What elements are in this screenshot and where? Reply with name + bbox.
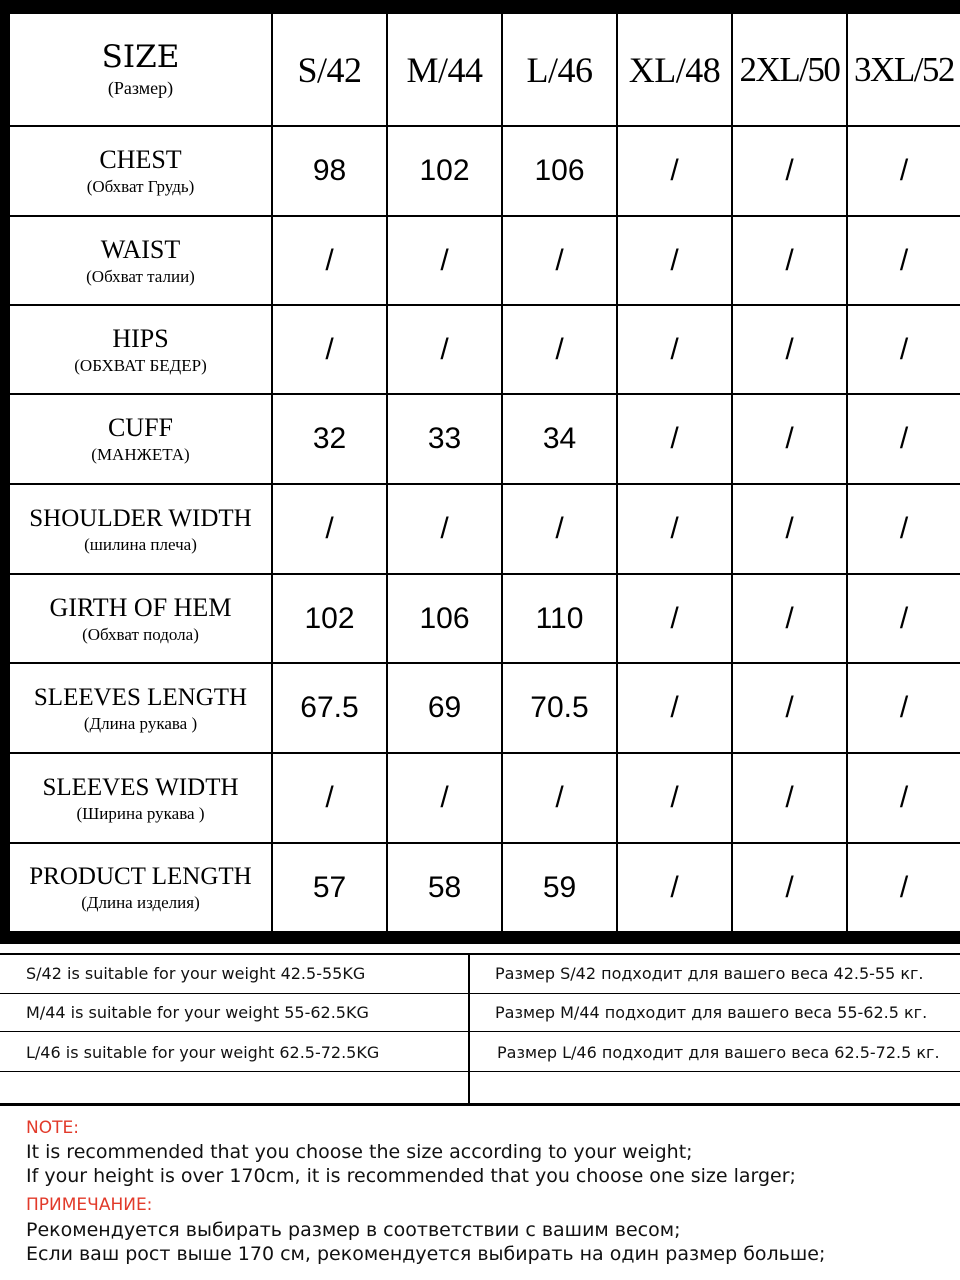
- measurement-label-cell: [10, 395, 271, 483]
- measurement-label-cell: [10, 306, 271, 393]
- measurement-value: /: [670, 601, 679, 635]
- size-label: M/44: [406, 49, 483, 90]
- measurement-value: /: [899, 781, 909, 814]
- measurement-value: /: [440, 243, 449, 277]
- size-header-cell: [10, 14, 271, 125]
- measurement-value-cell: [273, 575, 386, 662]
- weight-guide-en: S/42 is suitable for your weight 42.5-55KG: [26, 964, 366, 983]
- note-line-ru-1: Рекомендуется выбирать размер в соответствии с вашим весом;: [26, 1219, 681, 1241]
- weight-guide-ru: Размер S/42 подходит для вашего веса 42.5-55 кг.: [495, 964, 924, 983]
- measurement-value: 106: [534, 154, 585, 187]
- measurement-value: /: [555, 332, 564, 366]
- measurement-value-cell: [618, 844, 731, 931]
- measurement-value-cell: [273, 664, 386, 752]
- measurement-value: 32: [312, 422, 347, 455]
- measurement-value-cell: [618, 395, 731, 483]
- size-header-subtitle: (Размер): [107, 78, 174, 98]
- measurement-value-cell: [503, 306, 616, 393]
- note-line-en-1: It is recommended that you choose the size according to your weight;: [26, 1141, 693, 1163]
- table-rule: [0, 1071, 960, 1072]
- measurement-value-cell: [733, 217, 846, 304]
- measurement-value-cell: [618, 306, 731, 393]
- size-column-header: [503, 14, 616, 125]
- measurement-value: 57: [312, 870, 347, 904]
- measurement-value-cell: [848, 754, 960, 842]
- measurement-value-cell: [733, 664, 846, 752]
- measurement-value-cell: [388, 127, 501, 215]
- measurement-value: /: [899, 154, 909, 187]
- measurement-value-cell: [503, 217, 616, 304]
- measurement-name-ru: (шилина плеча): [84, 534, 197, 554]
- measurement-label-cell: [10, 844, 271, 931]
- measurement-value-cell: [503, 485, 616, 573]
- measurement-value-cell: [733, 754, 846, 842]
- measurement-value-cell: [388, 754, 501, 842]
- measurement-value-cell: [503, 127, 616, 215]
- measurement-value-cell: [388, 844, 501, 931]
- weight-guide-ru: Размер M/44 подходит для вашего веса 55-62.5 кг.: [495, 1003, 928, 1022]
- measurement-value-cell: [733, 485, 846, 573]
- measurement-label-cell: [10, 485, 271, 573]
- measurement-name: HIPS: [112, 323, 169, 353]
- measurement-value-cell: [388, 664, 501, 752]
- measurement-value: 58: [427, 870, 462, 904]
- measurement-value-cell: [848, 485, 960, 573]
- measurement-value-cell: [503, 754, 616, 842]
- measurement-value: 102: [304, 601, 355, 635]
- measurement-value: /: [670, 512, 679, 545]
- measurement-value: 67.5: [300, 691, 359, 724]
- measurement-name-ru: (ОБХВАТ БЕДЕР): [74, 355, 207, 375]
- measurement-name: SLEEVES LENGTH: [33, 683, 248, 711]
- measurement-value: /: [325, 243, 334, 277]
- measurement-value: 102: [419, 154, 470, 187]
- measurement-value: /: [785, 422, 794, 455]
- note-heading-en: NOTE:: [26, 1118, 79, 1138]
- measurement-value-cell: [388, 306, 501, 393]
- measurement-value-cell: [733, 395, 846, 483]
- measurement-value: /: [785, 781, 794, 814]
- weight-guide-table: [0, 953, 960, 1106]
- size-column-header: [388, 14, 501, 125]
- measurement-name-ru: (МАНЖЕТА): [91, 445, 190, 464]
- measurement-value: /: [899, 870, 909, 904]
- measurement-value: /: [555, 781, 564, 814]
- measurement-value-cell: [273, 844, 386, 931]
- measurement-name-ru: (Обхват подола): [82, 624, 199, 644]
- weight-guide-en: M/44 is suitable for your weight 55-62.5KG: [26, 1003, 369, 1022]
- measurement-name-ru: (Обхват Грудь): [86, 177, 195, 196]
- size-column-header: [848, 14, 960, 125]
- measurement-value: 59: [542, 870, 577, 904]
- weight-guide-en: L/46 is suitable for your weight 62.5-72.5KG: [26, 1043, 380, 1062]
- measurement-value: /: [440, 781, 449, 814]
- measurement-value-cell: [618, 127, 731, 215]
- measurement-label-cell: [10, 127, 271, 215]
- measurement-value: /: [899, 512, 909, 545]
- measurement-value: /: [899, 691, 909, 724]
- size-label: 3XL/52: [854, 50, 954, 89]
- measurement-value-cell: [273, 306, 386, 393]
- measurement-value-cell: [848, 844, 960, 931]
- size-label: S/42: [297, 49, 362, 90]
- measurement-value: 34: [542, 422, 577, 455]
- measurement-value: 70.5: [530, 691, 589, 724]
- measurement-value: /: [440, 332, 449, 366]
- measurement-name: CHEST: [99, 145, 182, 174]
- size-label: XL/48: [628, 49, 721, 90]
- measurement-name: SLEEVES WIDTH: [42, 773, 239, 801]
- measurement-label-cell: [10, 575, 271, 662]
- measurement-label-cell: [10, 664, 271, 752]
- measurement-value-cell: [503, 395, 616, 483]
- measurement-value-cell: [848, 395, 960, 483]
- table-rule: [0, 1103, 960, 1106]
- measurement-value-cell: [273, 217, 386, 304]
- measurement-value-cell: [733, 306, 846, 393]
- measurement-value: /: [899, 422, 909, 455]
- measurement-value-cell: [848, 306, 960, 393]
- column-divider: [468, 953, 470, 1104]
- measurement-value: /: [785, 870, 794, 904]
- measurement-value-cell: [733, 127, 846, 215]
- measurement-name-ru: (Ширина рукава ): [76, 803, 205, 823]
- measurement-value: /: [785, 601, 794, 635]
- measurement-value: /: [670, 870, 679, 904]
- measurement-value: /: [670, 332, 679, 366]
- measurement-value-cell: [733, 575, 846, 662]
- measurement-value-cell: [503, 844, 616, 931]
- measurement-value: /: [899, 332, 909, 366]
- measurement-name: CUFF: [107, 413, 174, 442]
- measurement-value-cell: [848, 575, 960, 662]
- measurement-value: 33: [427, 422, 462, 455]
- measurement-value: /: [670, 154, 679, 187]
- measurement-name: WAIST: [100, 234, 181, 264]
- table-rule: [0, 1031, 960, 1032]
- measurement-value: /: [325, 781, 334, 814]
- measurement-name-ru: (Длина рукава ): [83, 713, 198, 733]
- measurement-value: /: [670, 422, 679, 455]
- measurement-value-cell: [618, 575, 731, 662]
- measurement-value: /: [670, 691, 679, 724]
- measurement-value: /: [785, 691, 794, 724]
- size-label: L/46: [526, 49, 593, 90]
- measurement-value-cell: [848, 664, 960, 752]
- measurement-value: /: [785, 512, 794, 545]
- measurement-value-cell: [618, 485, 731, 573]
- measurement-value-cell: [503, 575, 616, 662]
- measurement-value-cell: [273, 127, 386, 215]
- measurement-value: /: [899, 601, 909, 635]
- measurement-value: /: [325, 332, 334, 366]
- measurement-value-cell: [848, 127, 960, 215]
- size-label: 2XL/50: [739, 50, 840, 89]
- measurement-label-cell: [10, 217, 271, 304]
- measurement-label-cell: [10, 754, 271, 842]
- measurement-value: /: [325, 512, 334, 545]
- measurement-value: /: [785, 332, 794, 366]
- table-rule: [0, 993, 960, 994]
- measurement-value: /: [785, 154, 794, 187]
- measurement-value-cell: [273, 485, 386, 573]
- size-column-header: [273, 14, 386, 125]
- measurement-value: 110: [535, 601, 584, 635]
- size-column-header: [618, 14, 731, 125]
- measurement-value-cell: [733, 844, 846, 931]
- size-header-title: SIZE: [101, 39, 180, 75]
- measurement-value-cell: [388, 485, 501, 573]
- measurement-value: /: [670, 243, 679, 277]
- measurement-value-cell: [618, 754, 731, 842]
- measurement-value-cell: [503, 664, 616, 752]
- measurement-value-cell: [388, 217, 501, 304]
- measurement-name-ru: (Обхват талии): [86, 266, 195, 286]
- note-heading-ru: ПРИМЕЧАНИЕ:: [26, 1195, 153, 1215]
- measurement-name: PRODUCT LENGTH: [29, 863, 252, 890]
- weight-guide-ru: Размер L/46 подходит для вашего веса 62.5-72.5 кг.: [497, 1043, 940, 1062]
- measurement-value-cell: [388, 395, 501, 483]
- measurement-value: /: [555, 512, 564, 545]
- measurement-value: /: [555, 243, 564, 277]
- measurement-value: /: [785, 243, 794, 277]
- note-line-ru-2: Если ваш рост выше 170 см, рекомендуется выбирать на один размер больше;: [26, 1243, 826, 1265]
- measurement-value-cell: [388, 575, 501, 662]
- measurement-value-cell: [273, 395, 386, 483]
- measurement-name-ru: (Длина изделия): [81, 893, 200, 912]
- measurement-value: 98: [312, 154, 347, 187]
- note-line-en-2: If your height is over 170cm, it is recommended that you choose one size larger;: [26, 1165, 796, 1187]
- measurement-value-cell: [618, 217, 731, 304]
- measurement-value: 106: [419, 601, 470, 635]
- table-rule: [0, 953, 960, 955]
- measurement-value-cell: [618, 664, 731, 752]
- measurement-value: /: [670, 781, 679, 814]
- measurement-name: SHOULDER WIDTH: [29, 504, 252, 532]
- measurement-value-cell: [848, 217, 960, 304]
- size-column-header: [733, 14, 846, 125]
- measurement-value-cell: [273, 754, 386, 842]
- measurement-value: /: [899, 243, 909, 277]
- measurement-value: 69: [427, 691, 462, 724]
- measurement-name: GIRTH OF HEM: [49, 592, 232, 622]
- measurement-value: /: [440, 512, 449, 545]
